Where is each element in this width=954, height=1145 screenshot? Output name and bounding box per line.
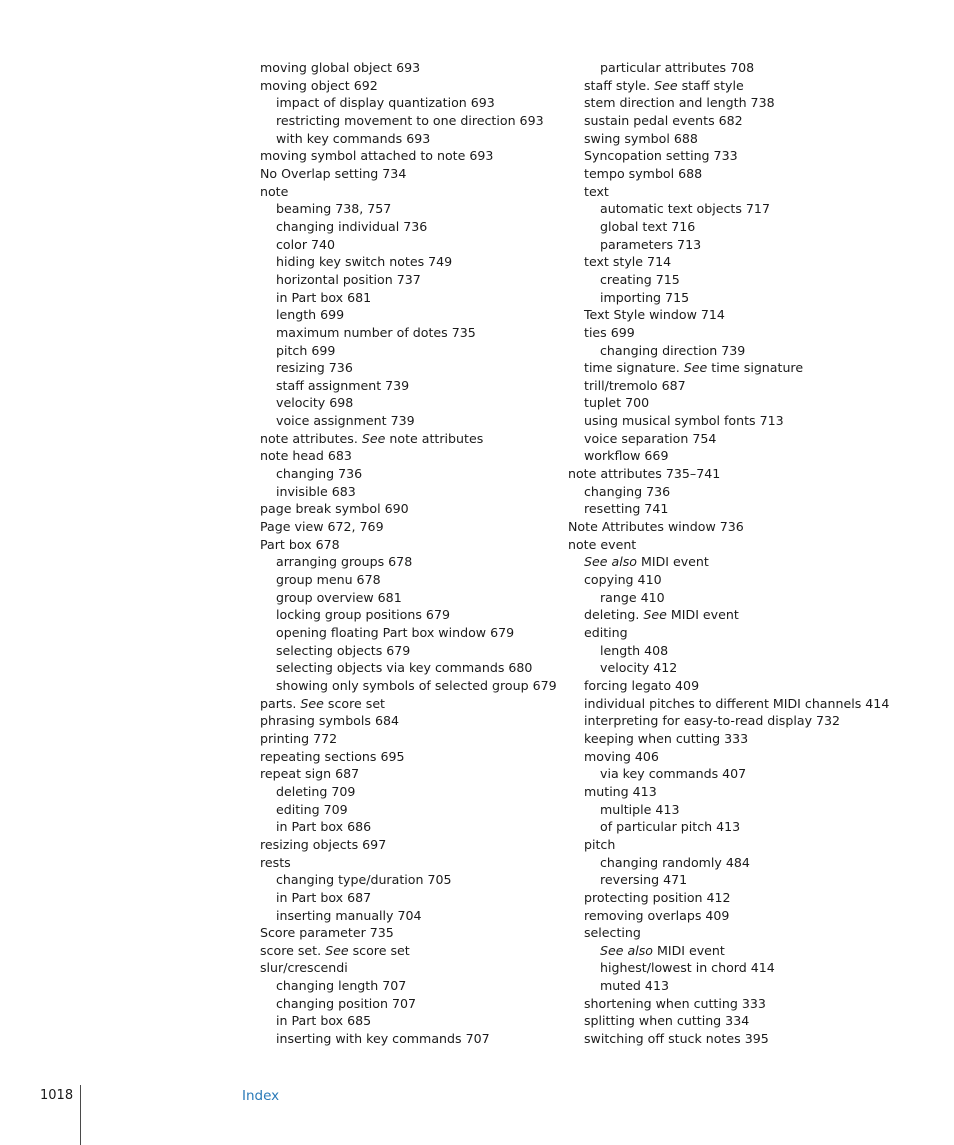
index-entry: beaming 738, 757	[276, 201, 392, 217]
index-entry: stem direction and length 738	[584, 95, 775, 111]
index-entry	[260, 942, 557, 960]
index-entry: text style 714	[584, 254, 672, 270]
index-entry: staff assignment 739	[276, 377, 410, 393]
entry-target: score set	[323, 695, 385, 711]
index-entry: velocity 412	[600, 660, 678, 676]
index-entry: phrasing symbols 684	[260, 713, 399, 729]
index-entry	[568, 606, 889, 624]
index-entry: maximum number of dotes 735	[276, 324, 476, 340]
index-entry: importing 715	[600, 289, 690, 305]
index-entry: pitch 699	[276, 342, 336, 358]
footer-rule	[80, 1085, 81, 1145]
index-entry	[568, 553, 889, 571]
index-entry: range 410	[600, 589, 665, 605]
index-entry: slur/crescendi	[260, 960, 348, 976]
index-entry: pitch	[584, 836, 616, 852]
index-entry: splitting when cutting 334	[584, 1013, 750, 1029]
entry-target: MIDI event	[652, 942, 725, 958]
index-entry	[260, 695, 557, 713]
index-entry: opening floating Part box window 679	[276, 625, 515, 640]
index-entry: global text 716	[600, 218, 696, 234]
index-entry: selecting	[584, 925, 641, 941]
index-entry: with key commands 693	[276, 130, 431, 146]
index-entry: swing symbol 688	[584, 130, 698, 146]
index-entry: Page view 672, 769	[260, 519, 384, 535]
index-entry: repeating sections 695	[260, 748, 405, 764]
index-entry: particular attributes 708	[600, 60, 755, 75]
index-entry: horizontal position 737	[276, 271, 421, 287]
entry-text: staff style.	[584, 77, 655, 93]
index-entry: text	[584, 183, 609, 199]
index-entry: Note Attributes window 736	[568, 519, 744, 535]
index-entry: inserting manually 704	[276, 907, 422, 923]
index-entry: protecting position 412	[584, 889, 731, 905]
index-entry: highest/lowest in chord 414	[600, 960, 775, 976]
index-entry: selecting objects 679	[276, 642, 411, 658]
index-entry: shortening when cutting 333	[584, 995, 766, 1011]
entry-text: score set.	[260, 942, 326, 958]
see-reference: See	[325, 942, 349, 958]
see-reference: See	[643, 607, 667, 623]
index-entry: in Part box 687	[276, 889, 372, 905]
index-entry: individual pitches to different MIDI channels 414	[584, 695, 890, 711]
index-entry: note attributes 735–741	[568, 466, 721, 482]
section-label: Index	[242, 1088, 280, 1104]
index-entry: resizing 736	[276, 360, 353, 376]
index-entry: changing position 707	[276, 995, 417, 1011]
index-entry: No Overlap setting 734	[260, 165, 407, 181]
index-entry: changing 736	[276, 466, 363, 482]
index-entry: group overview 681	[276, 589, 402, 605]
index-entry: copying 410	[584, 572, 662, 588]
entry-text: deleting.	[584, 607, 644, 623]
index-entry: moving symbol attached to note 693	[260, 148, 494, 164]
index-entry: tuplet 700	[584, 395, 650, 411]
index-entry: editing	[584, 625, 628, 640]
index-entry: printing 772	[260, 730, 338, 746]
index-entry: resetting 741	[584, 501, 669, 517]
index-entry: multiple 413	[600, 801, 680, 817]
index-entry: ties 699	[584, 324, 635, 340]
entry-target: MIDI event	[636, 554, 709, 570]
index-entry: changing type/duration 705	[276, 872, 452, 888]
index-entry: changing 736	[584, 483, 671, 499]
index-entry: changing length 707	[276, 978, 407, 994]
index-entry: in Part box 686	[276, 819, 372, 835]
index-entry: Part box 678	[260, 536, 340, 552]
index-entry: sustain pedal events 682	[584, 112, 743, 128]
index-entry: Text Style window 714	[584, 307, 725, 323]
see-reference: See	[361, 430, 386, 446]
page-number: 1018	[40, 1088, 74, 1103]
index-entry: moving global object 693	[260, 60, 421, 75]
index-entry: showing only symbols of selected group 679	[276, 677, 557, 693]
index-entry: hiding key switch notes 749	[276, 254, 453, 270]
index-entry	[260, 430, 557, 448]
index-entry: of particular pitch 413	[600, 819, 741, 835]
index-entry: color 740	[276, 236, 336, 252]
entry-text: parts.	[260, 695, 301, 711]
index-entry: repeat sign 687	[260, 766, 360, 782]
index-entry: tempo symbol 688	[584, 165, 703, 181]
index-entry: changing individual 736	[276, 218, 428, 234]
index-entry: trill/tremolo 687	[584, 377, 686, 393]
see-reference: See	[654, 77, 678, 93]
see-reference: See	[300, 695, 324, 711]
index-column-right	[568, 59, 889, 1048]
index-entry: moving 406	[584, 748, 659, 764]
index-entry: voice assignment 739	[276, 413, 415, 429]
index-entry: note head 683	[260, 448, 352, 464]
index-entry: invisible 683	[276, 483, 356, 499]
entry-text: note attributes.	[260, 430, 362, 446]
index-entry	[568, 77, 889, 95]
entry-target: staff style	[677, 77, 744, 93]
index-entry: removing overlaps 409	[584, 907, 730, 923]
index-entry: creating 715	[600, 271, 680, 287]
index-entry: Score parameter 735	[260, 925, 394, 941]
see-reference: See also	[584, 554, 637, 570]
index-entry: resizing objects 697	[260, 836, 387, 852]
index-entry: muting 413	[584, 783, 657, 799]
index-entry: keeping when cutting 333	[584, 730, 749, 746]
index-entry: forcing legato 409	[584, 677, 700, 693]
index-entry: voice separation 754	[584, 430, 717, 446]
index-entry: length 699	[276, 307, 345, 323]
index-entry: length 408	[600, 642, 669, 658]
index-entry: arranging groups 678	[276, 554, 413, 570]
index-column-left	[260, 59, 557, 1048]
index-entry: automatic text objects 717	[600, 201, 770, 217]
index-entry: moving object 692	[260, 77, 378, 93]
index-entry: reversing 471	[600, 872, 688, 888]
index-entry: Syncopation setting 733	[584, 148, 738, 164]
index-entry: impact of display quantization 693	[276, 95, 495, 111]
index-entry	[568, 359, 889, 377]
see-reference: See	[683, 360, 708, 376]
index-entry: group menu 678	[276, 572, 381, 588]
index-entry: in Part box 681	[276, 289, 372, 305]
index-entry: parameters 713	[600, 236, 702, 252]
entry-target: MIDI event	[666, 607, 739, 623]
index-entry: inserting with key commands 707	[276, 1031, 490, 1047]
index-entry: selecting objects via key commands 680	[276, 660, 533, 676]
index-entry	[568, 942, 889, 960]
index-entry: changing randomly 484	[600, 854, 750, 870]
index-entry: note	[260, 183, 289, 199]
index-entry: page break symbol 690	[260, 501, 409, 517]
index-entry: velocity 698	[276, 395, 354, 411]
index-entry: deleting 709	[276, 783, 356, 799]
index-entry: switching off stuck notes 395	[584, 1031, 769, 1047]
entry-target: score set	[348, 942, 410, 958]
index-entry: note event	[568, 536, 637, 552]
index-entry: editing 709	[276, 801, 348, 817]
index-entry: restricting movement to one direction 693	[276, 112, 544, 128]
index-entry: in Part box 685	[276, 1013, 372, 1029]
index-entry: muted 413	[600, 978, 669, 994]
index-entry: rests	[260, 854, 291, 870]
index-entry: workflow 669	[584, 448, 669, 464]
index-entry: locking group positions 679	[276, 607, 450, 623]
index-entry: interpreting for easy-to-read display 732	[584, 713, 841, 729]
entry-text: time signature.	[584, 360, 684, 376]
index-entry: via key commands 407	[600, 766, 747, 782]
entry-target: time signature	[707, 360, 804, 376]
index-entry: changing direction 739	[600, 342, 746, 358]
see-reference: See also	[600, 942, 653, 958]
index-entry: using musical symbol fonts 713	[584, 413, 784, 429]
entry-target: note attributes	[385, 430, 484, 446]
